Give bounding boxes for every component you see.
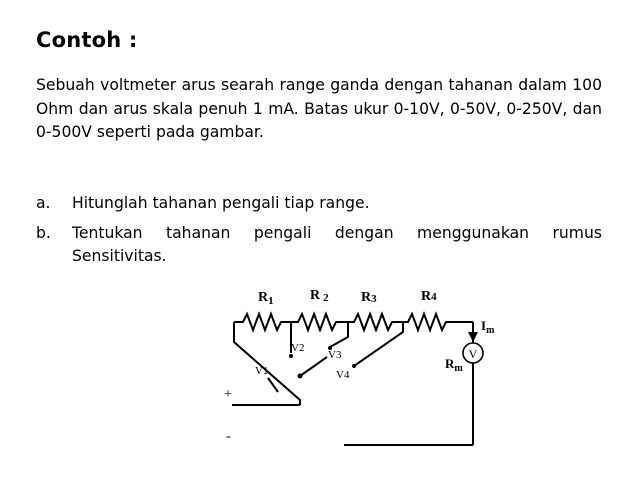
resistor-r4 — [403, 314, 473, 330]
resistance-label-rm: $R_m$ — [445, 356, 463, 374]
resistor-label-r4: R4 — [421, 289, 437, 304]
resistor-label-r2: R 2 — [310, 288, 329, 304]
current-label-im: $I_m$ — [481, 318, 495, 336]
switch-label-v4: V4 — [336, 369, 350, 381]
resistor-label-r1: $R_1$ — [258, 290, 274, 307]
list-text: Hitunglah tahanan pengali tiap range. — [72, 194, 370, 212]
meter-symbol: V — [468, 347, 478, 361]
resistor-label-r3: R3 — [361, 290, 377, 305]
switch-v4-wire — [354, 322, 403, 366]
switch-label-v1: V1 — [255, 365, 269, 377]
problem-paragraph: Sebuah voltmeter arus searah range ganda dengan tahanan dalam 100 Ohm dan arus skala penuh 1 mA. Batas ukur 0-10V, 0-50V, 0-250V, dan 0-500V seperti pada gambar. — [36, 76, 602, 141]
list-marker: a. — [36, 194, 51, 212]
switch-label-v3: V3 — [328, 349, 342, 361]
resistor-r3 — [348, 314, 403, 330]
list-text: Tentukan tahanan pengali dengan menggunakan rumus Sensitivitas. — [72, 223, 602, 265]
current-arrow — [468, 332, 478, 342]
switch-label-v2: V2 — [291, 342, 305, 354]
resistor-r2 — [291, 314, 348, 330]
resistor-r1 — [234, 314, 291, 330]
minus-terminal: - — [226, 429, 231, 444]
plus-terminal: + — [224, 387, 232, 402]
list-marker: b. — [36, 223, 51, 242]
slide-title: Contoh : — [36, 28, 138, 52]
switch-v3-wire — [330, 322, 348, 347]
